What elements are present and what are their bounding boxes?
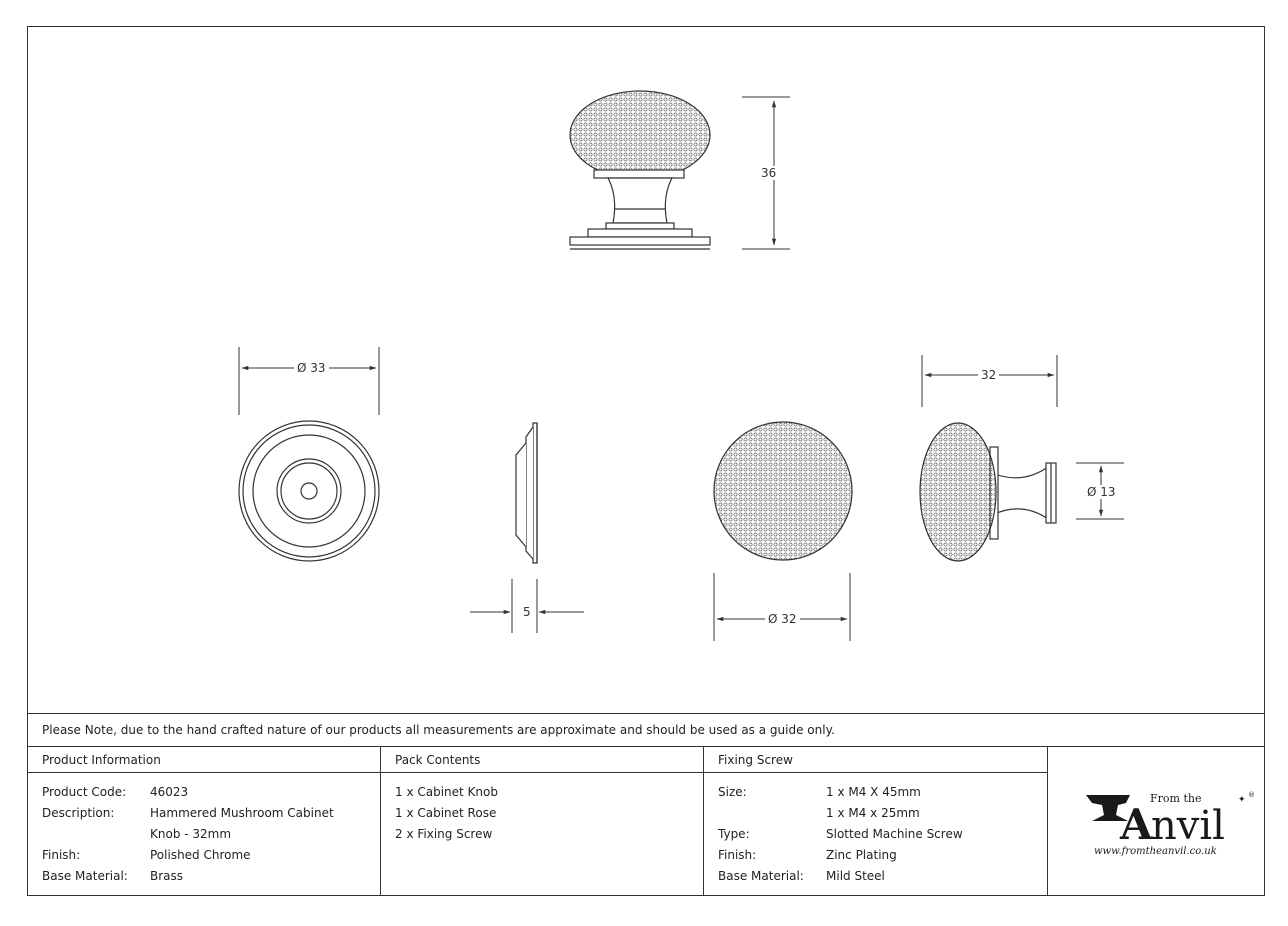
logo-url: www.fromtheanvil.co.uk [1094, 846, 1217, 857]
logo-from-the: From the [1150, 792, 1202, 805]
knob-diameter-label: Ø 32 [765, 612, 800, 626]
knob-diameter-dimension [714, 573, 850, 641]
rose-side-view [516, 423, 537, 563]
rose-thickness-label: 5 [520, 605, 534, 619]
front-elevation-view [570, 91, 710, 249]
knob-side-view [920, 423, 1056, 561]
product-info-section [28, 747, 381, 895]
pack-contents-heading: Pack Contents [381, 747, 703, 773]
product-info-heading: Product Information [28, 747, 380, 773]
rose-diameter-dimension [239, 347, 379, 415]
fixing-screw-section [704, 747, 1048, 895]
stem-diameter-label: Ø 13 [1087, 485, 1116, 499]
spec-row: Type: Slotted Machine Screw [718, 826, 963, 841]
disclaimer-note: Please Note, due to the hand crafted nature of our products all measurements are approximate and should be used as a guide only. [28, 713, 1264, 747]
technical-drawing [28, 27, 1266, 713]
projection-label: 32 [978, 368, 999, 382]
svg-text:®: ® [1248, 791, 1255, 799]
spec-row: Size: 1 x M4 X 45mm [718, 784, 921, 799]
spec-row: Finish: Polished Chrome [42, 847, 251, 862]
height-label: 36 [761, 166, 777, 180]
logo-brand-text: nvil [1151, 803, 1225, 849]
fixing-screw-heading: Fixing Screw [704, 747, 1047, 773]
spec-row: Product Code: 46023 [42, 784, 189, 799]
knob-top-view [714, 422, 852, 560]
spec-row: Description: Hammered Mushroom Cabinet [42, 805, 334, 820]
spec-table [28, 747, 1264, 897]
rose-top-view [239, 421, 379, 561]
logo-letter-a: A [1120, 800, 1153, 849]
svg-text:✦: ✦ [1238, 795, 1246, 805]
spec-row: 1 x M4 x 25mm [826, 805, 920, 820]
rose-diameter-label: Ø 33 [294, 361, 329, 375]
list-item: 2 x Fixing Screw [395, 826, 493, 841]
pack-contents-section [381, 747, 704, 895]
spec-row: Base Material: Mild Steel [718, 868, 885, 883]
drawing-sheet [27, 26, 1265, 896]
from-the-anvil-logo [1048, 747, 1264, 895]
list-item: 1 x Cabinet Rose [395, 805, 497, 820]
list-item: 1 x Cabinet Knob [395, 784, 498, 799]
spec-row: Base Material: Brass [42, 868, 184, 883]
spec-row: Finish: Zinc Plating [718, 847, 897, 862]
spec-row: Knob - 32mm [150, 826, 232, 841]
